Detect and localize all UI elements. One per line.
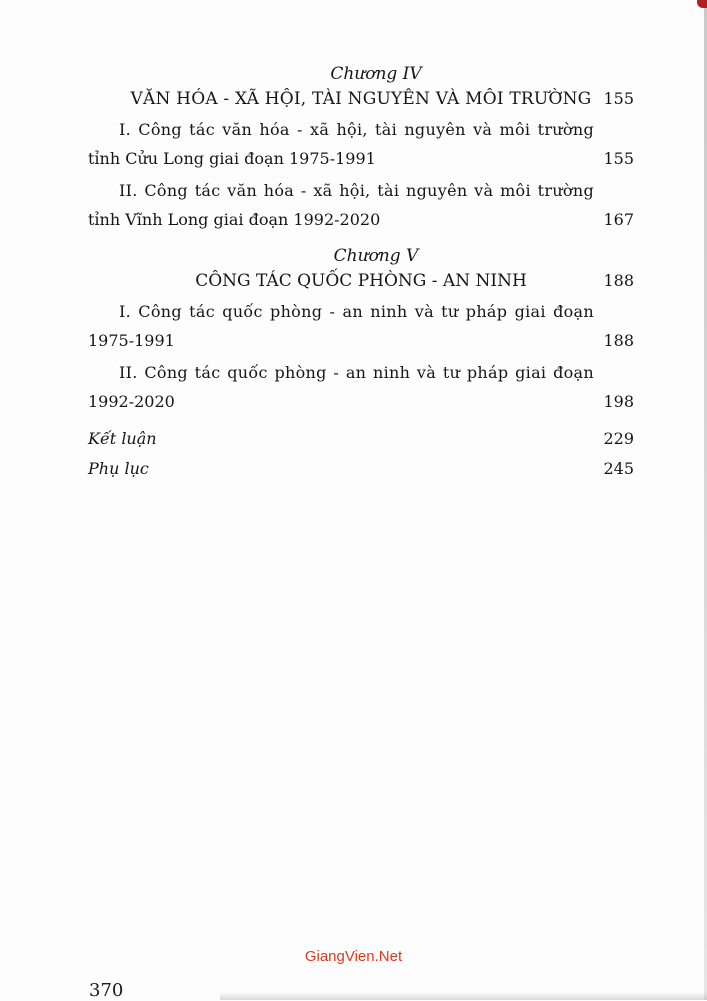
page-number: 155 <box>603 149 634 168</box>
entry-line: tỉnh Cửu Long giai đoạn 1975-1991 <box>88 149 376 168</box>
page-number: 167 <box>603 210 634 229</box>
chapter-iv <box>88 62 634 234</box>
entry-line: I. Công tác quốc phòng - an ninh và tư pháp giai đoạn <box>119 302 594 321</box>
toc-entry-conclusion[interactable] <box>88 424 634 454</box>
chapter-number: Chương V <box>333 246 419 266</box>
entry-line: I. Công tác văn hóa - xã hội, tài nguyên và môi trường <box>119 120 594 139</box>
toc-entry[interactable] <box>88 297 634 355</box>
toc-entry[interactable] <box>88 358 634 416</box>
chapter-heading-row[interactable] <box>88 268 634 294</box>
chapter-number: Chương IV <box>330 64 422 84</box>
entry-text <box>88 358 594 416</box>
corner-mark <box>697 0 707 8</box>
chapter-title: CÔNG TÁC QUỐC PHÒNG - AN NINH <box>195 271 527 291</box>
page-number: 188 <box>603 331 634 350</box>
page-number: 188 <box>603 271 634 290</box>
page-number: 229 <box>603 429 634 448</box>
chapter-title: VĂN HÓA - XÃ HỘI, TÀI NGUYÊN VÀ MÔI TRƯỜNG <box>130 89 592 109</box>
entry-line: tỉnh Vĩnh Long giai đoạn 1992-2020 <box>88 210 381 229</box>
bottom-shadow <box>220 992 707 1000</box>
entry-line: 1992-2020 <box>88 392 175 411</box>
watermark-text: GiangVien.Net <box>304 948 403 965</box>
chapter-v <box>88 244 634 416</box>
toc-entry-appendix[interactable] <box>88 454 634 484</box>
toc-entry[interactable] <box>88 115 634 173</box>
chapter-heading-row[interactable] <box>88 86 634 112</box>
entry-text <box>88 297 594 355</box>
page-number: 155 <box>603 89 634 108</box>
table-of-contents <box>88 62 634 484</box>
entry-line: II. Công tác văn hóa - xã hội, tài nguyên và môi trường <box>119 181 594 200</box>
toc-entry[interactable] <box>88 176 634 234</box>
entry-label: Phụ lục <box>88 459 149 478</box>
entry-text <box>88 176 594 234</box>
entry-line: 1975-1991 <box>88 331 175 350</box>
entry-label: Kết luận <box>88 429 157 448</box>
entry-line: II. Công tác quốc phòng - an ninh và tư pháp giai đoạn <box>119 363 594 382</box>
entry-text <box>88 115 594 173</box>
page-number: 198 <box>603 392 634 411</box>
page-number: 245 <box>603 459 634 478</box>
folio-page-number: 370 <box>89 980 124 1001</box>
